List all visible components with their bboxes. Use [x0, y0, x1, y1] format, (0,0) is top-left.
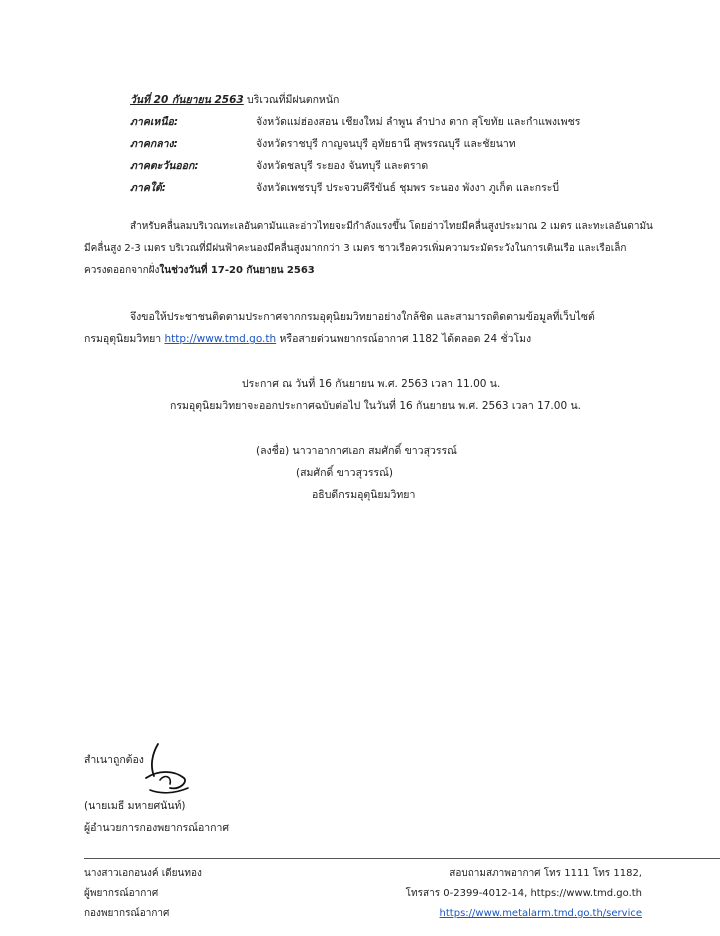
- certify-name: (นายเมธี มหายศนันท์): [84, 800, 186, 812]
- wave-para-line1: สำหรับคลื่นลมบริเวณทะเลอันดามันและอ่าวไทยจะมีกำลังแรงขึ้น โดยอ่าวไทยมีคลื่นสูงประมาณ 2 เมตร และทะเลอันดามัน: [130, 221, 653, 232]
- region-label-east: ภาคตะวันออก:: [130, 160, 199, 172]
- region-provinces-east: จังหวัดชลบุรี ระยอง จันทบุรี และตราด: [256, 160, 429, 172]
- region-provinces-north: จังหวัดแม่ฮ่องสอน เชียงใหม่ ลำพูน ลำปาง ตาก สุโขทัย และกำแพงเพชร: [256, 116, 581, 128]
- region-label-central: ภาคกลาง:: [130, 138, 178, 150]
- footer-right-line1: สอบถามสภาพอากาศ โทร 1111 โทร 1182,: [449, 868, 642, 879]
- region-label-north: ภาคเหนือ:: [130, 116, 179, 128]
- signatory-name: (สมศักดิ์ ขาวสุวรรณ์): [296, 467, 393, 479]
- follow-para-line2-end: หรือสายด่วนพยากรณ์อากาศ 1182 ได้ตลอด 24 ชั่วโมง: [276, 333, 532, 345]
- footer-left-line1: นางสาวเอกอนงค์ เดียนทอง: [84, 868, 202, 879]
- region-provinces-south: จังหวัดเพชรบุรี ประจวบคีรีขันธ์ ชุมพร ระนอง พังงา ภูเก็ต และกระบี่: [256, 182, 560, 194]
- footer-divider: [84, 858, 720, 859]
- date-heading-date: วันที่ 20 กันยายน 2563: [130, 94, 244, 106]
- announce-line2: กรมอุตุนิยมวิทยาจะออกประกาศฉบับต่อไป ในวันที่ 16 กันยายน พ.ศ. 2563 เวลา 17.00 น.: [170, 400, 581, 412]
- region-label-south: ภาคใต้:: [130, 182, 166, 194]
- signatory-title: อธิบดีกรมอุตุนิยมวิทยา: [312, 489, 416, 501]
- footer-right-line2: โทรสาร 0-2399-4012-14, https://www.tmd.go.th: [405, 888, 642, 899]
- region-provinces-central: จังหวัดราชบุรี กาญจนบุรี อุทัยธานี สุพรรณบุรี และชัยนาท: [256, 138, 516, 150]
- certify-label: สำเนาถูกต้อง: [84, 754, 144, 766]
- follow-para-line1: จึงขอให้ประชาชนติดตามประกาศจากกรมอุตุนิยมวิทยาอย่างใกล้ชิด และสามารถติดตามข้อมูลที่เว็บไซต์: [130, 311, 595, 323]
- certify-title: ผู้อำนวยการกองพยากรณ์อากาศ: [84, 822, 230, 834]
- wave-para-line2: มีคลื่นสูง 2-3 เมตร บริเวณที่มีฝนฟ้าคะนองมีคลื่นสูงมากกว่า 3 เมตร ชาวเรือควรเพิ่มความระมัดระวังในการเดินเรือ และเรือเล็ก: [84, 243, 627, 254]
- wave-para-line3-bold: ในช่วงวันที่ 17-20 กันยายน 2563: [159, 265, 315, 276]
- wave-para-line3: [84, 265, 315, 277]
- follow-para-line2: [84, 333, 531, 346]
- handwritten-signature: [140, 740, 194, 796]
- signatory-signed: (ลงชื่อ) นาวาอากาศเอก สมศักดิ์ ขาวสุวรรณ์: [256, 445, 457, 457]
- announce-line1: ประกาศ ณ วันที่ 16 กันยายน พ.ศ. 2563 เวลา 11.00 น.: [242, 378, 501, 390]
- footer-left-line3: กองพยากรณ์อากาศ: [84, 908, 170, 919]
- wave-para-line3-start: ควรงดออกจากฝั่ง: [84, 265, 160, 276]
- metalarm-service-link[interactable]: https://www.metalarm.tmd.go.th/service: [439, 908, 642, 919]
- tmd-website-link[interactable]: http://www.tmd.go.th: [164, 333, 277, 345]
- footer-left-line2: ผู้พยากรณ์อากาศ: [84, 888, 159, 899]
- date-heading-rest: บริเวณที่มีฝนตกหนัก: [243, 94, 340, 106]
- follow-para-line2-start: กรมอุตุนิยมวิทยา: [84, 333, 165, 345]
- date-heading: [130, 94, 339, 107]
